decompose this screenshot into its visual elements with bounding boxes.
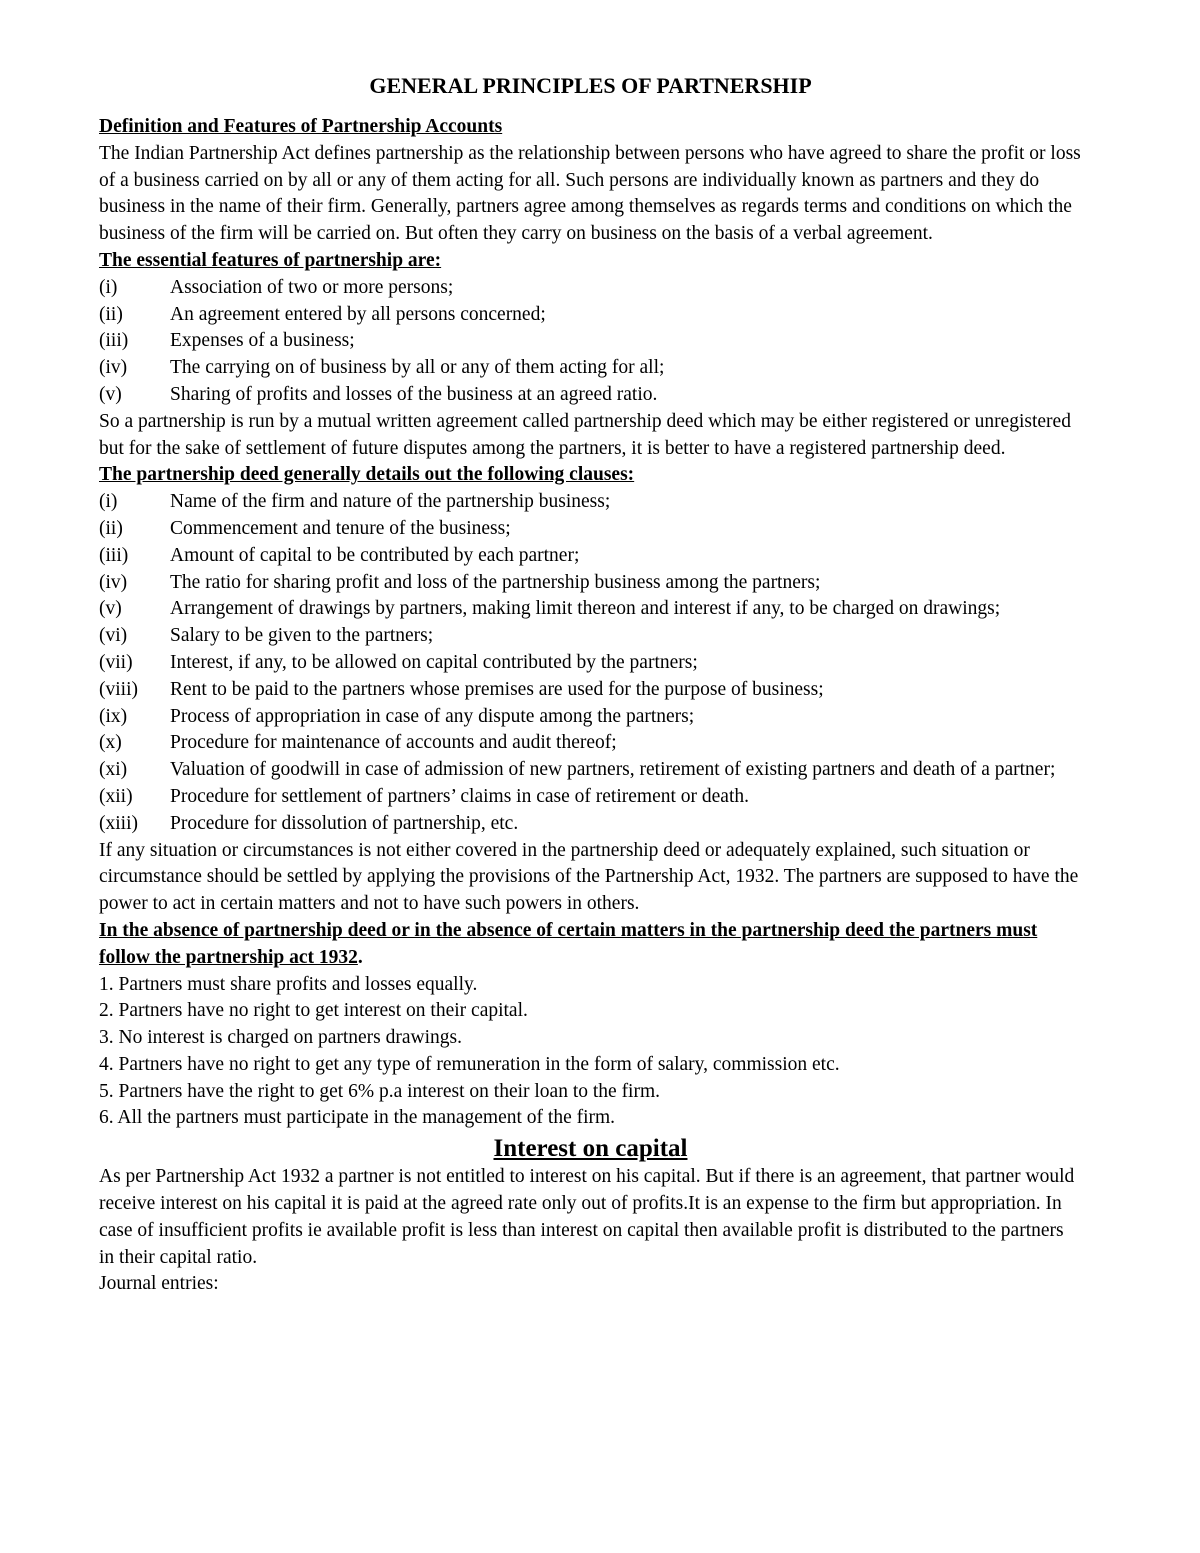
item-text: Interest, if any, to be allowed on capital contributed by the partners; <box>170 651 698 673</box>
deed-heading: The partnership deed generally details out the following clauses: <box>99 464 635 486</box>
list-item <box>99 650 1082 677</box>
deed-after-paragraph: If any situation or circumstances is not either covered in the partnership deed or adequately explained, such situation or circumstance should be settled by applying the provisions of the Partnership Act, 1932. The partners are supposed to have the power to act in certain matters and not to have such powers in others. <box>99 839 1079 915</box>
item-number: (iii) <box>99 544 129 566</box>
features-heading: The essential features of partnership are: <box>99 249 442 271</box>
list-item: 4. Partners have no right to get any type of remuneration in the form of salary, commission etc. <box>99 1053 840 1075</box>
item-number: (ii) <box>99 517 123 539</box>
list-item <box>99 730 1082 757</box>
absence-heading-text: In the absence of partnership deed or in the absence of certain matters in the partnership deed the partners must follow the partnership act 1932 <box>99 919 1038 968</box>
item-number: (i) <box>99 276 118 298</box>
item-number: (vii) <box>99 651 133 673</box>
item-number: (xi) <box>99 759 128 781</box>
item-number: (iv) <box>99 571 128 593</box>
item-number: (iv) <box>99 357 128 379</box>
list-item <box>99 302 1082 329</box>
list-item <box>99 543 1082 570</box>
item-number: (viii) <box>99 678 138 700</box>
absence-heading-period: . <box>357 946 363 968</box>
list-item <box>99 275 1082 302</box>
list-item <box>99 355 1082 382</box>
features-list <box>99 275 1082 409</box>
list-item <box>99 596 1082 623</box>
interest-section-title: Interest on capital <box>493 1135 688 1163</box>
list-item <box>99 516 1082 543</box>
list-item: 1. Partners must share profits and losses equally. <box>99 973 478 995</box>
list-item: 3. No interest is charged on partners drawings. <box>99 1027 463 1049</box>
absence-heading <box>99 918 1082 972</box>
item-number: (x) <box>99 732 122 754</box>
item-number: (ii) <box>99 303 123 325</box>
list-item <box>99 811 1082 838</box>
item-text: Expenses of a business; <box>170 330 355 352</box>
item-text: Amount of capital to be contributed by each partner; <box>170 544 580 566</box>
item-text: Commencement and tenure of the business; <box>170 517 511 539</box>
item-text: Salary to be given to the partners; <box>170 625 434 647</box>
list-item <box>99 570 1082 597</box>
item-number: (ix) <box>99 705 128 727</box>
item-number: (v) <box>99 383 122 405</box>
list-item <box>99 623 1082 650</box>
list-item <box>99 757 1082 784</box>
item-text: Procedure for dissolution of partnership, etc. <box>170 812 519 834</box>
item-number: (xiii) <box>99 812 138 834</box>
item-number: (vi) <box>99 625 128 647</box>
list-item: 2. Partners have no right to get interest on their capital. <box>99 1000 528 1022</box>
item-text: Name of the firm and nature of the partnership business; <box>170 491 611 513</box>
list-item <box>99 489 1082 516</box>
item-number: (v) <box>99 598 122 620</box>
item-text: Process of appropriation in case of any dispute among the partners; <box>170 705 695 727</box>
item-number: (xii) <box>99 785 133 807</box>
list-item: 6. All the partners must participate in the management of the firm. <box>99 1107 616 1129</box>
list-item: 5. Partners have the right to get 6% p.a interest on their loan to the firm. <box>99 1080 661 1102</box>
item-text: Procedure for settlement of partners’ claims in case of retirement or death. <box>170 785 749 807</box>
list-item <box>99 677 1082 704</box>
item-text: Arrangement of drawings by partners, making limit thereon and interest if any, to be charged on drawings; <box>170 598 1001 620</box>
item-text: Valuation of goodwill in case of admission of new partners, retirement of existing partners and death of a partner; <box>170 759 1056 781</box>
item-number: (iii) <box>99 330 129 352</box>
definition-heading: Definition and Features of Partnership Accounts <box>99 116 503 137</box>
deed-clauses-list <box>99 489 1082 837</box>
item-text: Sharing of profits and losses of the business at an agreed ratio. <box>170 383 658 405</box>
features-after-paragraph: So a partnership is run by a mutual written agreement called partnership deed which may be either registered or unregistered but for the sake of settlement of future disputes among the partners, it is better to have a registered partnership deed. <box>99 410 1071 459</box>
list-item <box>99 704 1082 731</box>
journal-entries-label: Journal entries: <box>99 1273 219 1295</box>
definition-paragraph: The Indian Partnership Act defines partnership as the relationship between persons who have agreed to share the profit or loss of a business carried on by all or any of them acting for all. Such persons are individually known as partners and they do business in the name of their firm. Generally, partners agree among themselves as regards terms and conditions on which the business of the firm will be carried on. But often they carry on business on the basis of a verbal agreement. <box>99 142 1081 245</box>
item-text: An agreement entered by all persons concerned; <box>170 303 546 325</box>
list-item <box>99 328 1082 355</box>
item-text: Rent to be paid to the partners whose premises are used for the purpose of business; <box>170 678 824 700</box>
list-item <box>99 784 1082 811</box>
item-text: Association of two or more persons; <box>170 276 454 298</box>
interest-paragraph: As per Partnership Act 1932 a partner is not entitled to interest on his capital. But if there is an agreement, that partner would receive interest on his capital it is paid at the agreed rate only out of profits.It is an expense to the firm but appropriation. In case of insufficient profits ie available profit is less than interest on capital then available profit is distributed to the partners in their capital ratio. <box>99 1166 1075 1268</box>
list-item <box>99 382 1082 409</box>
item-text: Procedure for maintenance of accounts and audit thereof; <box>170 732 617 754</box>
item-text: The ratio for sharing profit and loss of the partnership business among the partners; <box>170 571 821 593</box>
item-number: (i) <box>99 491 118 513</box>
item-text: The carrying on of business by all or any of them acting for all; <box>170 357 665 379</box>
page-title: GENERAL PRINCIPLES OF PARTNERSHIP <box>369 73 812 98</box>
